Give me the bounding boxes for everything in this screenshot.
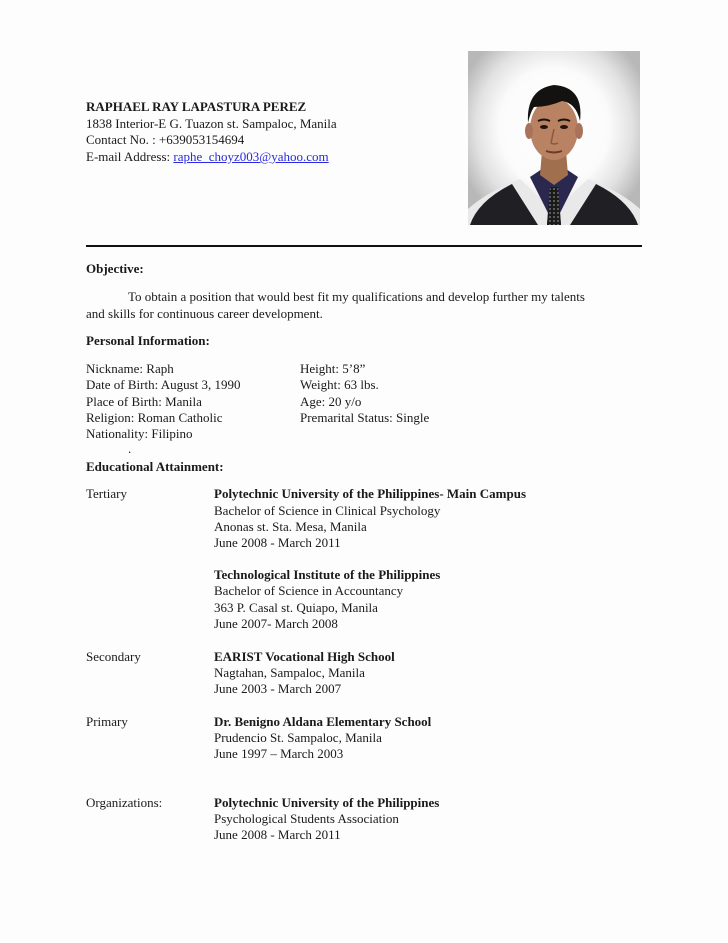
header-divider: [86, 245, 642, 247]
personal-info-heading: Personal Information:: [86, 333, 210, 348]
weight: Weight: 63 lbs.: [300, 377, 379, 392]
organizations-label: Organizations:: [86, 795, 163, 810]
tertiary2-dates: June 2007- March 2008: [214, 616, 338, 631]
place-of-birth: Place of Birth: Manila: [86, 394, 202, 409]
email-link[interactable]: raphe_choyz003@yahoo.com: [173, 149, 329, 164]
tertiary-label: Tertiary: [86, 486, 127, 501]
nickname: Nickname: Raph: [86, 361, 174, 376]
tertiary2-school: Technological Institute of the Philippines: [214, 567, 441, 582]
email-label: E-mail Address:: [86, 149, 174, 164]
address-line: 1838 Interior-E G. Tuazon st. Sampaloc, Manila: [86, 116, 337, 131]
organization-group: Psychological Students Association: [214, 811, 399, 826]
contact-line: Contact No. : +639053154694: [86, 132, 245, 147]
objective-line-1: To obtain a position that would best fit my qualifications and develop further my talents: [128, 289, 585, 304]
stray-dot: .: [128, 441, 132, 456]
primary-dates: June 1997 – March 2003: [214, 746, 344, 761]
secondary-label: Secondary: [86, 649, 141, 664]
nationality: Nationality: Filipino: [86, 426, 193, 441]
secondary-school: EARIST Vocational High School: [214, 649, 395, 664]
email-line: [86, 149, 329, 165]
age: Age: 20 y/o: [300, 394, 362, 409]
tertiary1-dates: June 2008 - March 2011: [214, 535, 341, 550]
education-heading: Educational Attainment:: [86, 459, 224, 474]
applicant-photo: [468, 51, 640, 225]
date-of-birth: Date of Birth: August 3, 1990: [86, 377, 241, 392]
organization-name: Polytechnic University of the Philippines: [214, 795, 440, 810]
primary-label: Primary: [86, 714, 128, 729]
objective-heading: Objective:: [86, 261, 144, 276]
secondary-dates: June 2003 - March 2007: [214, 681, 342, 696]
tertiary1-address: Anonas st. Sta. Mesa, Manila: [214, 519, 367, 534]
tertiary1-course: Bachelor of Science in Clinical Psychology: [214, 503, 441, 518]
tertiary2-course: Bachelor of Science in Accountancy: [214, 583, 404, 598]
tertiary1-school: Polytechnic University of the Philippines- Main Campus: [214, 486, 527, 501]
tertiary2-address: 363 P. Casal st. Quiapo, Manila: [214, 600, 378, 615]
height: Height: 5’8”: [300, 361, 366, 376]
religion: Religion: Roman Catholic: [86, 410, 223, 425]
marital-status: Premarital Status: Single: [300, 410, 430, 425]
portrait-image: [468, 51, 640, 225]
organization-dates: June 2008 - March 2011: [214, 827, 341, 842]
primary-school: Dr. Benigno Aldana Elementary School: [214, 714, 432, 729]
objective-line-2: and skills for continuous career development.: [86, 306, 323, 321]
secondary-address: Nagtahan, Sampaloc, Manila: [214, 665, 365, 680]
applicant-name: RAPHAEL RAY LAPASTURA PEREZ: [86, 99, 307, 114]
primary-address: Prudencio St. Sampaloc, Manila: [214, 730, 382, 745]
